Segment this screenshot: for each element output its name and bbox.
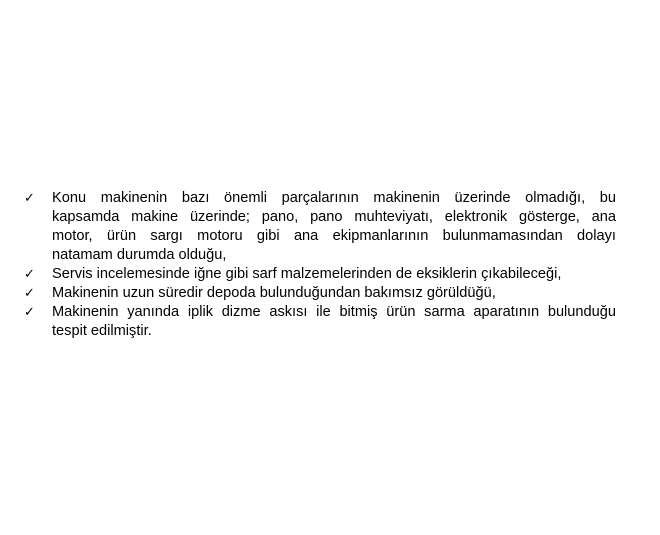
text-line: Servis incelemesinde iğne gibi sarf malzemelerinden de eksiklerin çıkabileceği, xyxy=(52,266,562,282)
list-item xyxy=(24,284,616,303)
text-line: natamam durumda olduğu, xyxy=(52,247,227,263)
list-item-text xyxy=(52,303,616,341)
text-line: tespit edilmiştir. xyxy=(52,323,152,339)
text-line: Makinenin uzun süredir depoda bulunduğundan bakımsız görüldüğü, xyxy=(52,285,496,301)
text-line: kapsamda makine üzerinde; pano, pano muhteviyatı, elektronik gösterge, ana xyxy=(52,209,616,225)
list-item-text xyxy=(52,189,616,265)
document-body xyxy=(24,189,616,341)
text-line: motor, ürün sargı motoru gibi ana ekipmanlarının bulunmamasından dolayı xyxy=(52,228,616,244)
text-line: Konu makinenin bazı önemli parçalarının makinenin üzerinde olmadığı, bu xyxy=(52,190,616,206)
checkmark-icon: ✓ xyxy=(24,191,35,206)
checkmark-icon: ✓ xyxy=(24,305,35,320)
list-item-text xyxy=(52,284,616,303)
list-item-text xyxy=(52,265,616,284)
list-item xyxy=(24,189,616,265)
text-line: Makinenin yanında iplik dizme askısı ile bitmiş ürün sarma aparatının bulunduğu xyxy=(52,304,616,320)
list-item xyxy=(24,303,616,341)
checkmark-icon: ✓ xyxy=(24,267,35,282)
checkmark-icon: ✓ xyxy=(24,286,35,301)
list-item xyxy=(24,265,616,284)
